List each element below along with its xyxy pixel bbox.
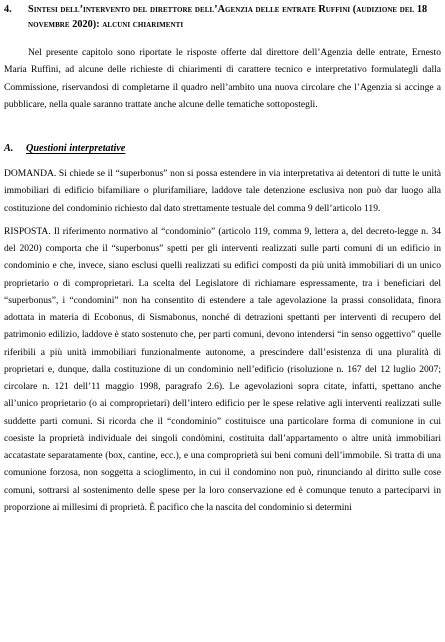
chapter-heading — [4, 2, 441, 32]
chapter-number: 4. — [4, 4, 12, 15]
section-title: Questioni interpretative — [26, 143, 126, 155]
question-paragraph: DOMANDA. Si chiede se il “superbonus” non si possa estendere in via interpretativa ai detentori di tutte le unità immobiliari di edificio bifamiliare o plurifamiliare, laddove tale detenzione esclusiva non può dar luogo alla costituzione del condominio richiesto dal dato strettamente testuale del comma 9 dell’articolo 119. — [4, 168, 441, 214]
section-heading — [4, 141, 441, 157]
chapter-title: Sintesi dell’intervento del direttore dell’Agenzia delle entrate Ruffini (audizione del 18 novembre 2020): alcuni chiarimenti — [28, 4, 428, 30]
answer-paragraph: RISPOSTA. Il riferimento normativo al “condominio” (articolo 119, comma 9, lettera a, del decreto-legge n. 34 del 2020) comporta che il “superbonus” spetti per gli interventi realizzati sulle parti comuni di un edificio in condominio e che, invece, siano esclusi quelli realizzati su edifici composti da più unità immobiliari di un unico proprietario o di comproprietari. La scelta del Legislatore di richiamare espressamente, tra i beneficiari del “superbonus”, i “condomini” non ha consentito di estendere a tale agevolazione la prassi consolidata, finora adottata in materia di Ecobonus, di Sismabonus, nonché di detrazioni spettanti per interventi di recupero del patrimonio edilizio, laddove è stato sostenuto che, per parti comuni, devono intendersi “in senso oggettivo” quelle riferibili a più unità immobiliari funzionalmente autonome, a prescindere dall’esistenza di una pluralità di proprietari e, dunque, dalla costituzione di un condominio nell’edificio (risoluzione n. 167 del 12 luglio 2007; circolare n. 121 dell’11 maggio 1998, paragrafo 2.6). Le agevolazioni sopra citate, infatti, spettano anche all’unico proprietario (o ai comproprietari) dell’intero edificio per le spese relative agli interventi realizzati sulle suddette parti comuni. Si ricorda che il “condominio” costituisce una particolare forma di comunione in cui coesiste la proprietà individuale dei singoli condòmini, costituita dall’appartamento o altre unità immobiliari accatastate separatamente (box, cantine, ecc.), e una comproprietà sui beni comuni dell’immobile. Si tratta di una comunione forzosa, non soggetta a scioglimento, in cui il condomino non può, rinunciando al diritto sulle cose comuni, sottrarsi al sostenimento delle spese per la loro conservazione ed è comunque tenuto a parteciparvi in proporzione ai millesimi di proprietà. È pacifico che la nascita del condominio si determini — [4, 225, 441, 513]
section-letter: A. — [4, 143, 14, 155]
intro-paragraph: Nel presente capitolo sono riportate le risposte offerte dal direttore dell’Agenzia delle entrate, Ernesto Maria Ruffini, ad alcune delle richieste di chiarimenti di carattere tecnico e interpretativo formulategli dalla Commissione, riservandosi di completarne il quadro nell’ambito una nuova circolare che l’Agenzia si accinge a pubblicare, nella quale saranno trattate anche alcune delle tematiche sottoposteglì. — [4, 47, 441, 110]
